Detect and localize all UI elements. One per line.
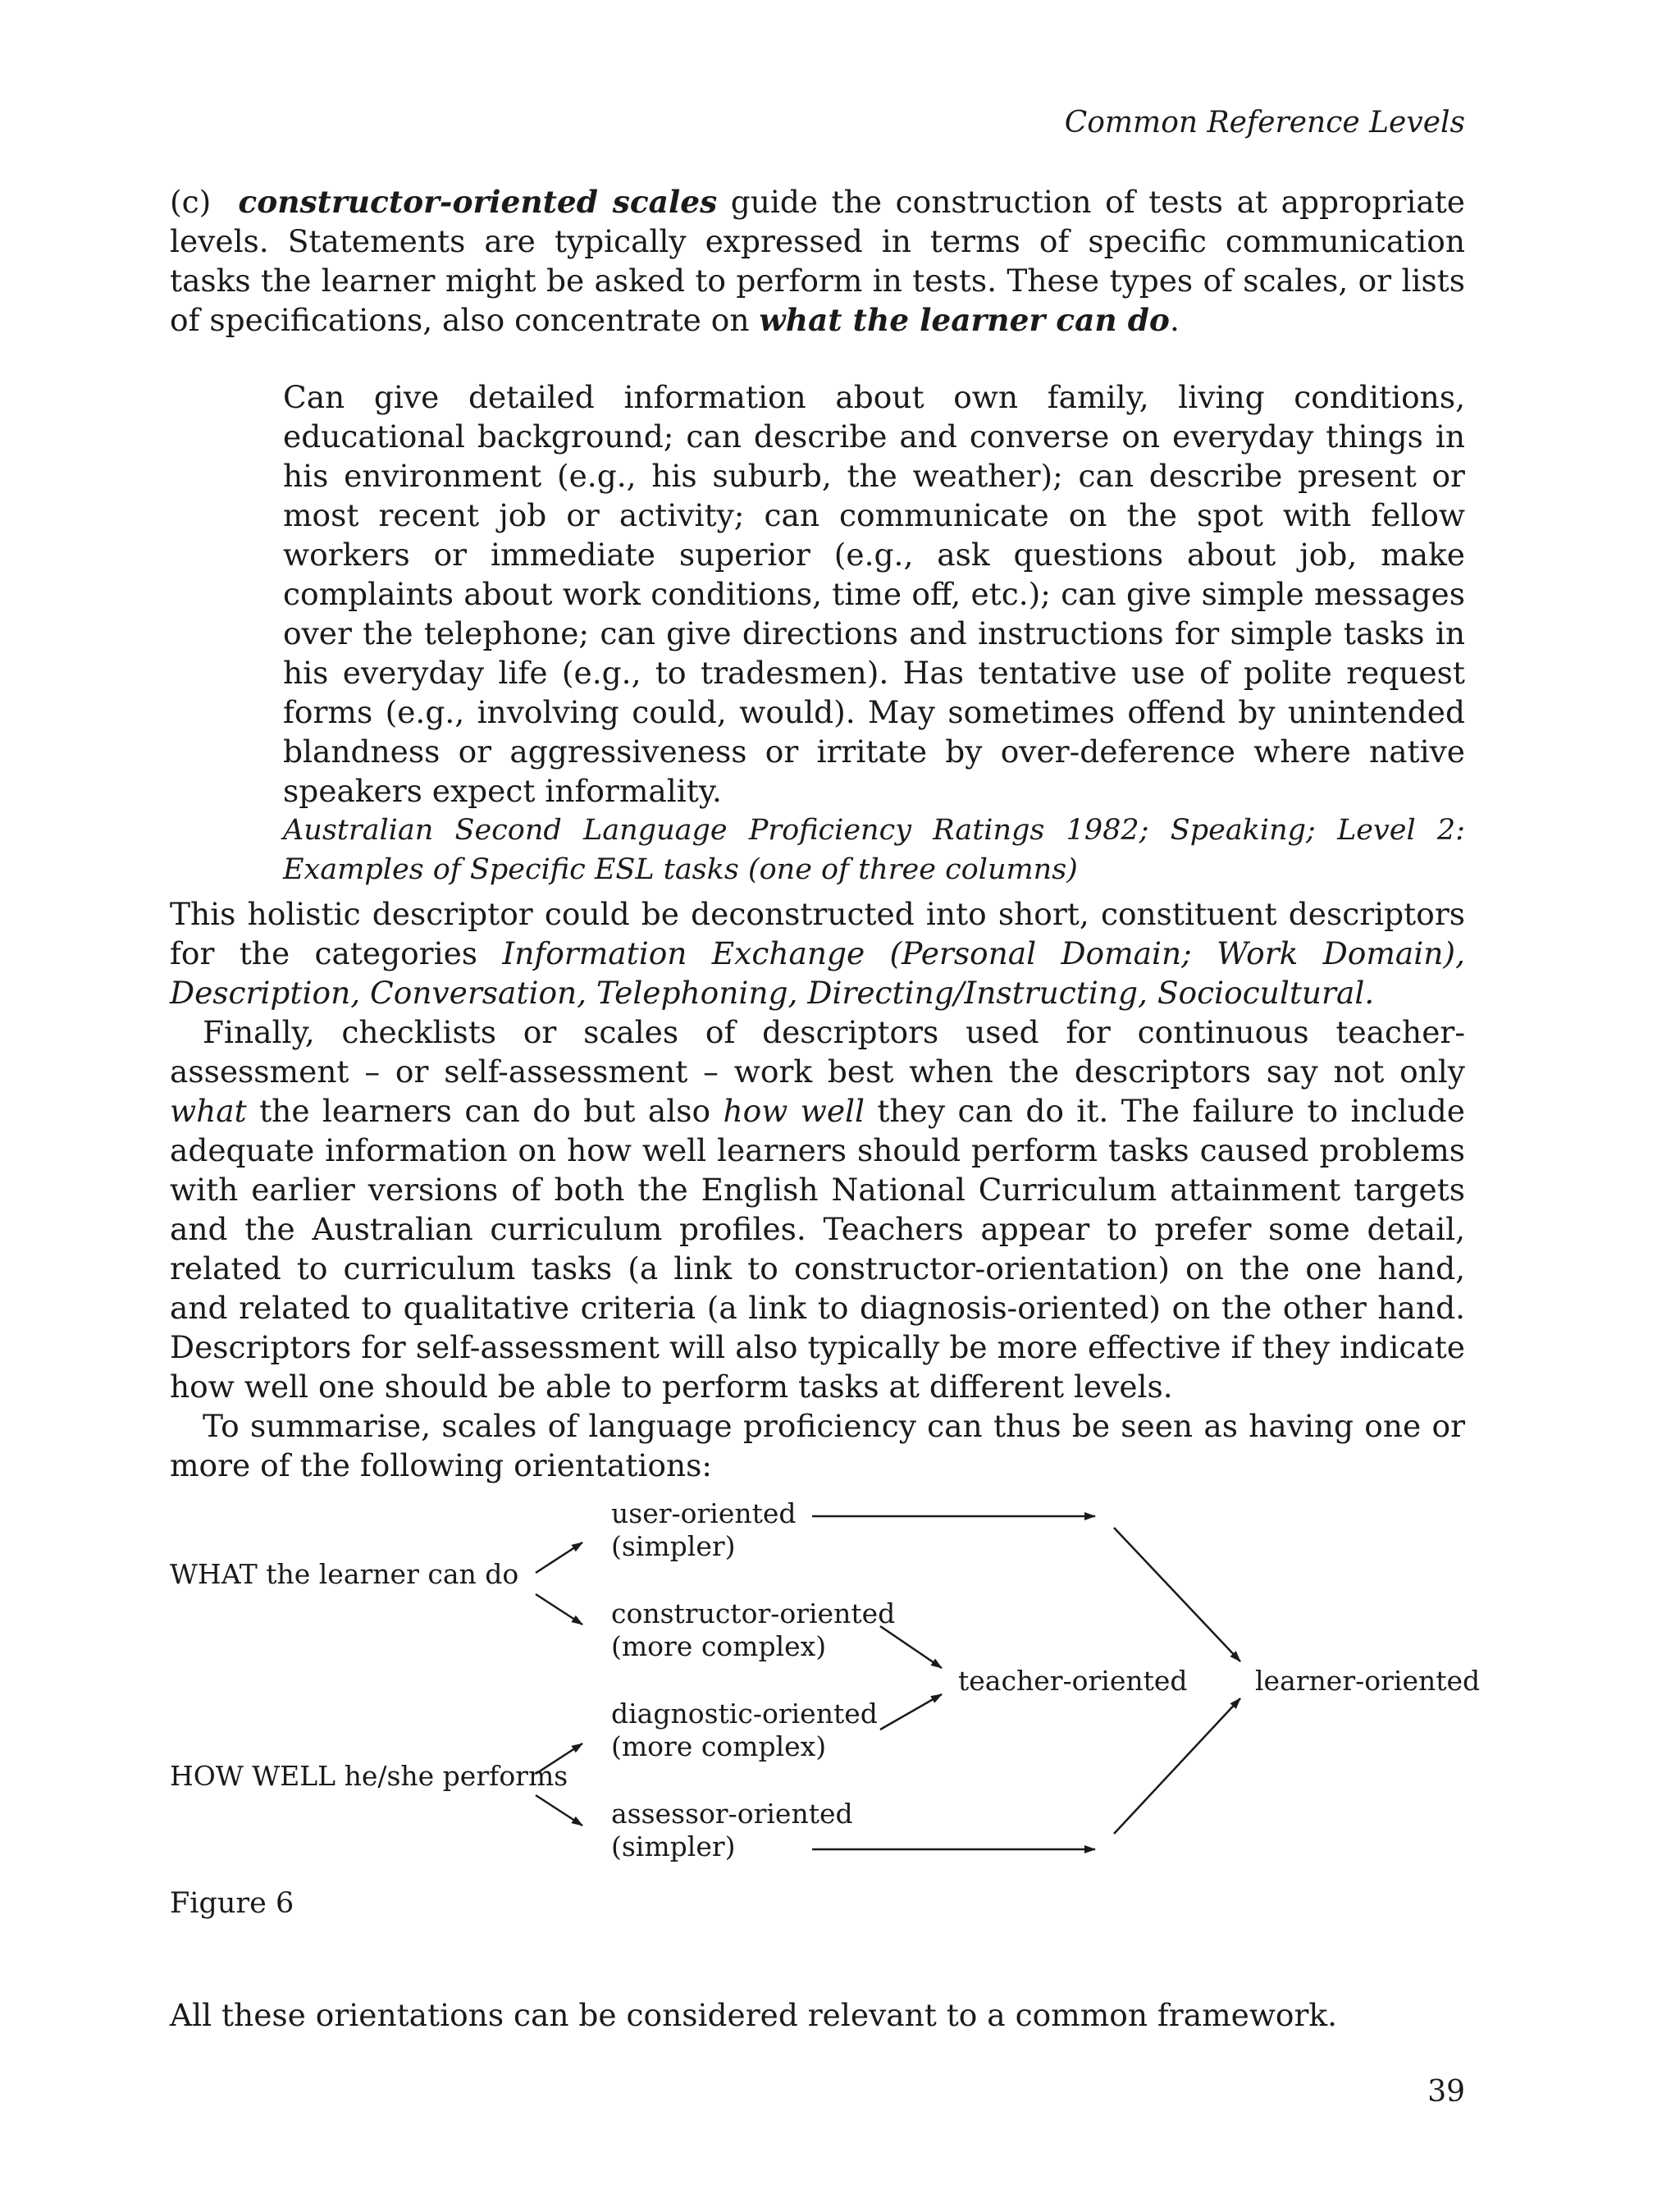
paragraph-finally: Finally, checklists or scales of descriptors used for continuous teacher-assessment – or self-assessment – work best when the descriptors say not only what the learners can do but also how well they can do it. The failure to include adequate information on how well learners should perform tasks caused problems with earlier versions of both the English National Curriculum attainment targets and the Australian curriculum profiles. Teachers appear to prefer some detail, related to curriculum tasks (a link to constructor-orientation) on the one hand, and related to qualitative criteria (a link to diagnosis-oriented) on the other hand. Descriptors for self-assessment will also typically be more effective if they indicate how well one should be able to perform tasks at different levels. [170,1014,1465,1405]
paragraph-constructor-oriented: (c) constructor-oriented scales guide the construction of tests at appropriate levels. Statements are typically expressed in terms of specific communication tasks the learner might be asked to perform in tests. These types of scales, or lists of specifications, also concentrate on what the learner can do. [170,184,1465,338]
quote-citation: Australian Second Language Proficiency Ratings 1982; Speaking; Level 2: Examples of Specific ESL tasks (one of three columns) [283,814,1465,886]
label-learner-oriented: learner-oriented [1255,1665,1481,1697]
label-how-well-performs: HOW WELL he/she performs [170,1760,568,1792]
page-number: 39 [1427,2075,1465,2109]
label-teacher-oriented: teacher-oriented [958,1665,1188,1697]
term-constructor-oriented-scales: constructor-oriented scales [238,184,718,220]
quote-text: Can give detailed information about own family, living conditions, educational background; can describe and converse on everyday things in his environment (e.g., his suburb, the weather); can describe present or most recent job or activity; can communicate on the spot with fellow workers or immediate superior (e.g., ask questions about job, make complaints about work conditions, time off, etc.); can give simple messages over the telephone; can give directions and instructions for simple tasks in his everyday life (e.g., to tradesmen). Has tentative use of polite request forms (e.g., involving could, would). May sometimes offend by unintended blandness or aggressiveness or irritate by over-deference where native speakers expect informality. [283,379,1465,809]
label-diagnostic-complex: (more complex) [611,1730,827,1762]
label-user-oriented: user-oriented [611,1497,797,1529]
label-user-simpler: (simpler) [611,1530,736,1562]
figure-label: Figure 6 [170,1887,294,1920]
arrow-constructor-to-teacher [880,1626,942,1668]
paragraph-summarise: To summarise, scales of language proficiency can thus be seen as having one or more of the following orientations: [170,1408,1465,1483]
label-constructor-complex: (more complex) [611,1630,827,1662]
label-assessor-oriented: assessor-oriented [611,1798,853,1830]
arrow-how-to-assessor [536,1795,582,1826]
label-diagnostic-oriented: diagnostic-oriented [611,1698,878,1730]
label-constructor-oriented: constructor-oriented [611,1597,896,1629]
list-marker: (c) [170,184,212,220]
paragraph-c-text: guide the construction of tests at appropriate levels. Statements are typically expressed in terms of specific communication tasks the learner might be asked to perform in tests. These types of scales, or lists of specifications, also concentrate on [170,184,1465,338]
paragraph-holistic: This holistic descriptor could be deconstructed into short, constituent descriptors for the categories Information Exchange (Personal Domain; Work Domain), Description, Conversation, Telephoning, Directing/Instructing, Sociocultural. [170,896,1465,1011]
closing-paragraph: All these orientations can be considered relevant to a common framework. [170,1997,1338,2033]
arrow-diagnostic-to-teacher [880,1694,942,1730]
arrow-what-to-user [536,1542,582,1573]
label-assessor-simpler: (simpler) [611,1830,736,1862]
arrow-what-to-constructor [536,1594,582,1625]
orientation-diagram [0,1477,1680,1887]
body-paragraphs [170,894,1465,1485]
emphasis-what-learner-can-do: what the learner can do [759,302,1170,338]
arrow-user-to-learner [1114,1528,1240,1661]
block-quote [283,377,1465,889]
category-list: Information Exchange (Personal Domain; Work Domain), Description, Conversation, Telephoning, Directing/Instructing, Sociocultural. [170,935,1465,1011]
label-what-learner-can-do: WHAT the learner can do [170,1558,519,1590]
running-head: Common Reference Levels [1064,106,1465,139]
arrow-assessor-to-learner [1114,1698,1240,1834]
